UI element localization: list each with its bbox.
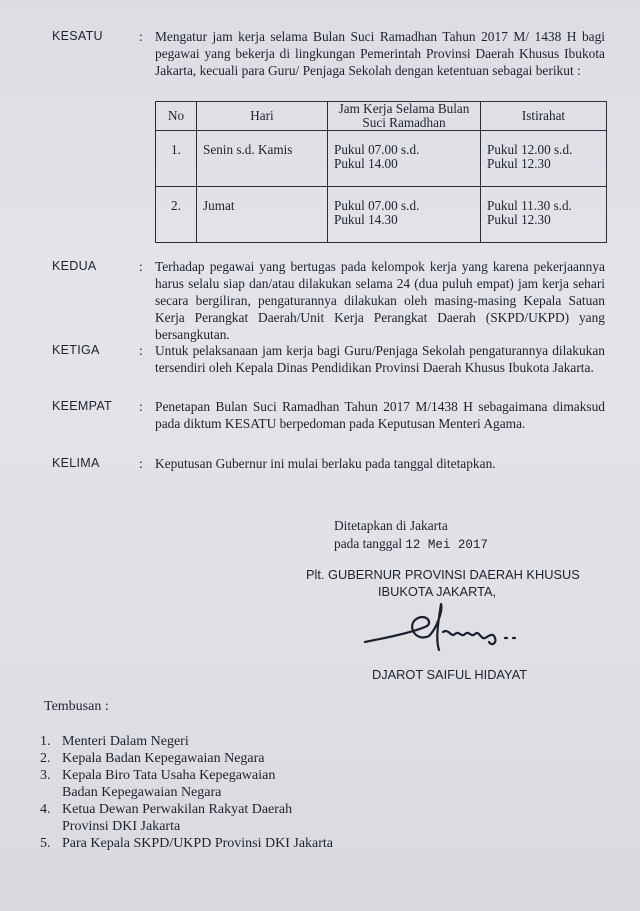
diktum-label: KETIGA [52,343,100,357]
list-text: Kepala Biro Tata Usaha Kepegawaian [62,768,276,783]
list-text: Kepala Badan Kepegawaian Negara [62,751,265,766]
header-hari: Hari [197,102,328,131]
list-text-continued: Badan Kepegawaian Negara [62,785,222,800]
table-row [156,187,607,243]
list-item [40,733,333,750]
diktum-label: KESATU [52,29,103,43]
list-number: 1. [40,734,51,749]
work-hours-table [155,101,607,243]
row-istirahat [481,131,607,187]
diktum-text: Penetapan Bulan Suci Ramadhan Tahun 2017 M/1438 H sebagaimana dimaksud pada diktum KESATU berpedoman pada Keputusan Menteri Agama. [155,399,605,431]
istirahat-line: Pukul 11.30 s.d. [487,198,572,213]
diktum-text: Mengatur jam kerja selama Bulan Suci Ramadhan Tahun 2017 M/ 1438 H bagi pegawai yang bekerja di lingkungan Pemerintah Provinsi Daerah Khusus Ibukota Jakarta, kecuali para Guru/ Penjaga Sekolah dengan ketentuan sebagai berikut : [155,29,605,78]
list-item [40,750,333,767]
place-of-issue: Ditetapkan di Jakarta [334,518,448,533]
list-text: Menteri Dalam Negeri [62,734,189,749]
jam-line: Pukul 07.00 s.d. [334,198,420,213]
istirahat-line: Pukul 12.00 s.d. [487,142,573,157]
jam-line: Pukul 14.00 [334,156,398,171]
tembusan-list [40,733,333,852]
list-text-continued: Provinsi DKI Jakarta [62,819,181,834]
table-header-row [156,102,607,131]
list-text: Para Kepala SKPD/UKPD Provinsi DKI Jakarta [62,836,334,851]
row-jam-kerja [328,187,481,243]
diktum-text: Terhadap pegawai yang bertugas pada kelompok kerja yang karena pekerjaannya harus selalu siap dan/atau dilakukan selama 24 (dua puluh empat) jam kerja sehari secara bergiliran, pengaturannya dilakukan oleh masing-masing Kepala Satuan Kerja Perangkat Daerah/Unit Kerja Perangkat Daerah (SKPD/UKPD) yang bersangkutan. [155,259,605,342]
row-jam-kerja [328,131,481,187]
header-no: No [156,102,197,131]
jam-line: Pukul 14.30 [334,212,398,227]
list-item [40,767,333,801]
row-no: 2. [156,187,197,243]
official-title-2: IBUKOTA JAKARTA, [378,584,497,599]
row-hari: Jumat [197,187,328,243]
colon: : [139,456,143,471]
issue-date-line [334,535,488,554]
colon: : [139,399,143,414]
official-title: Plt. GUBERNUR PROVINSI DAERAH KHUSUS [306,567,580,582]
diktum-label: KEEMPAT [52,399,112,413]
official-name: DJAROT SAIFUL HIDAYAT [372,667,528,682]
list-item [40,835,333,852]
diktum-text: Untuk pelaksanaan jam kerja bagi Guru/Penjaga Sekolah pengaturannya dilakukan tersendiri oleh Kepala Dinas Pendidikan Provinsi Daerah Khusus Ibukota Jakarta. [155,343,605,375]
handwritten-signature-icon [355,598,555,658]
diktum-label: KEDUA [52,259,97,273]
diktum-text: Keputusan Gubernur ini mulai berlaku pada tanggal ditetapkan. [155,456,496,471]
date-prefix: pada tanggal [334,536,403,551]
istirahat-line: Pukul 12.30 [487,212,551,227]
list-text: Ketua Dewan Perwakilan Rakyat Daerah [62,802,293,817]
list-number: 4. [40,802,51,817]
row-no: 1. [156,131,197,187]
list-item [40,801,333,835]
tembusan-heading: Tembusan : [44,699,109,714]
list-number: 2. [40,751,51,766]
list-number: 3. [40,768,51,783]
istirahat-line: Pukul 12.30 [487,156,551,171]
diktum-label: KELIMA [52,456,100,470]
table-row [156,131,607,187]
colon: : [139,343,143,358]
colon: : [139,259,143,274]
row-istirahat [481,187,607,243]
header-jam-kerja: Jam Kerja Selama Bulan Suci Ramadhan [328,102,481,131]
list-number: 5. [40,836,51,851]
header-istirahat: Istirahat [481,102,607,131]
jam-line: Pukul 07.00 s.d. [334,142,420,157]
issue-date: 12 Mei 2017 [405,538,488,552]
colon: : [139,29,143,44]
row-hari: Senin s.d. Kamis [197,131,328,187]
